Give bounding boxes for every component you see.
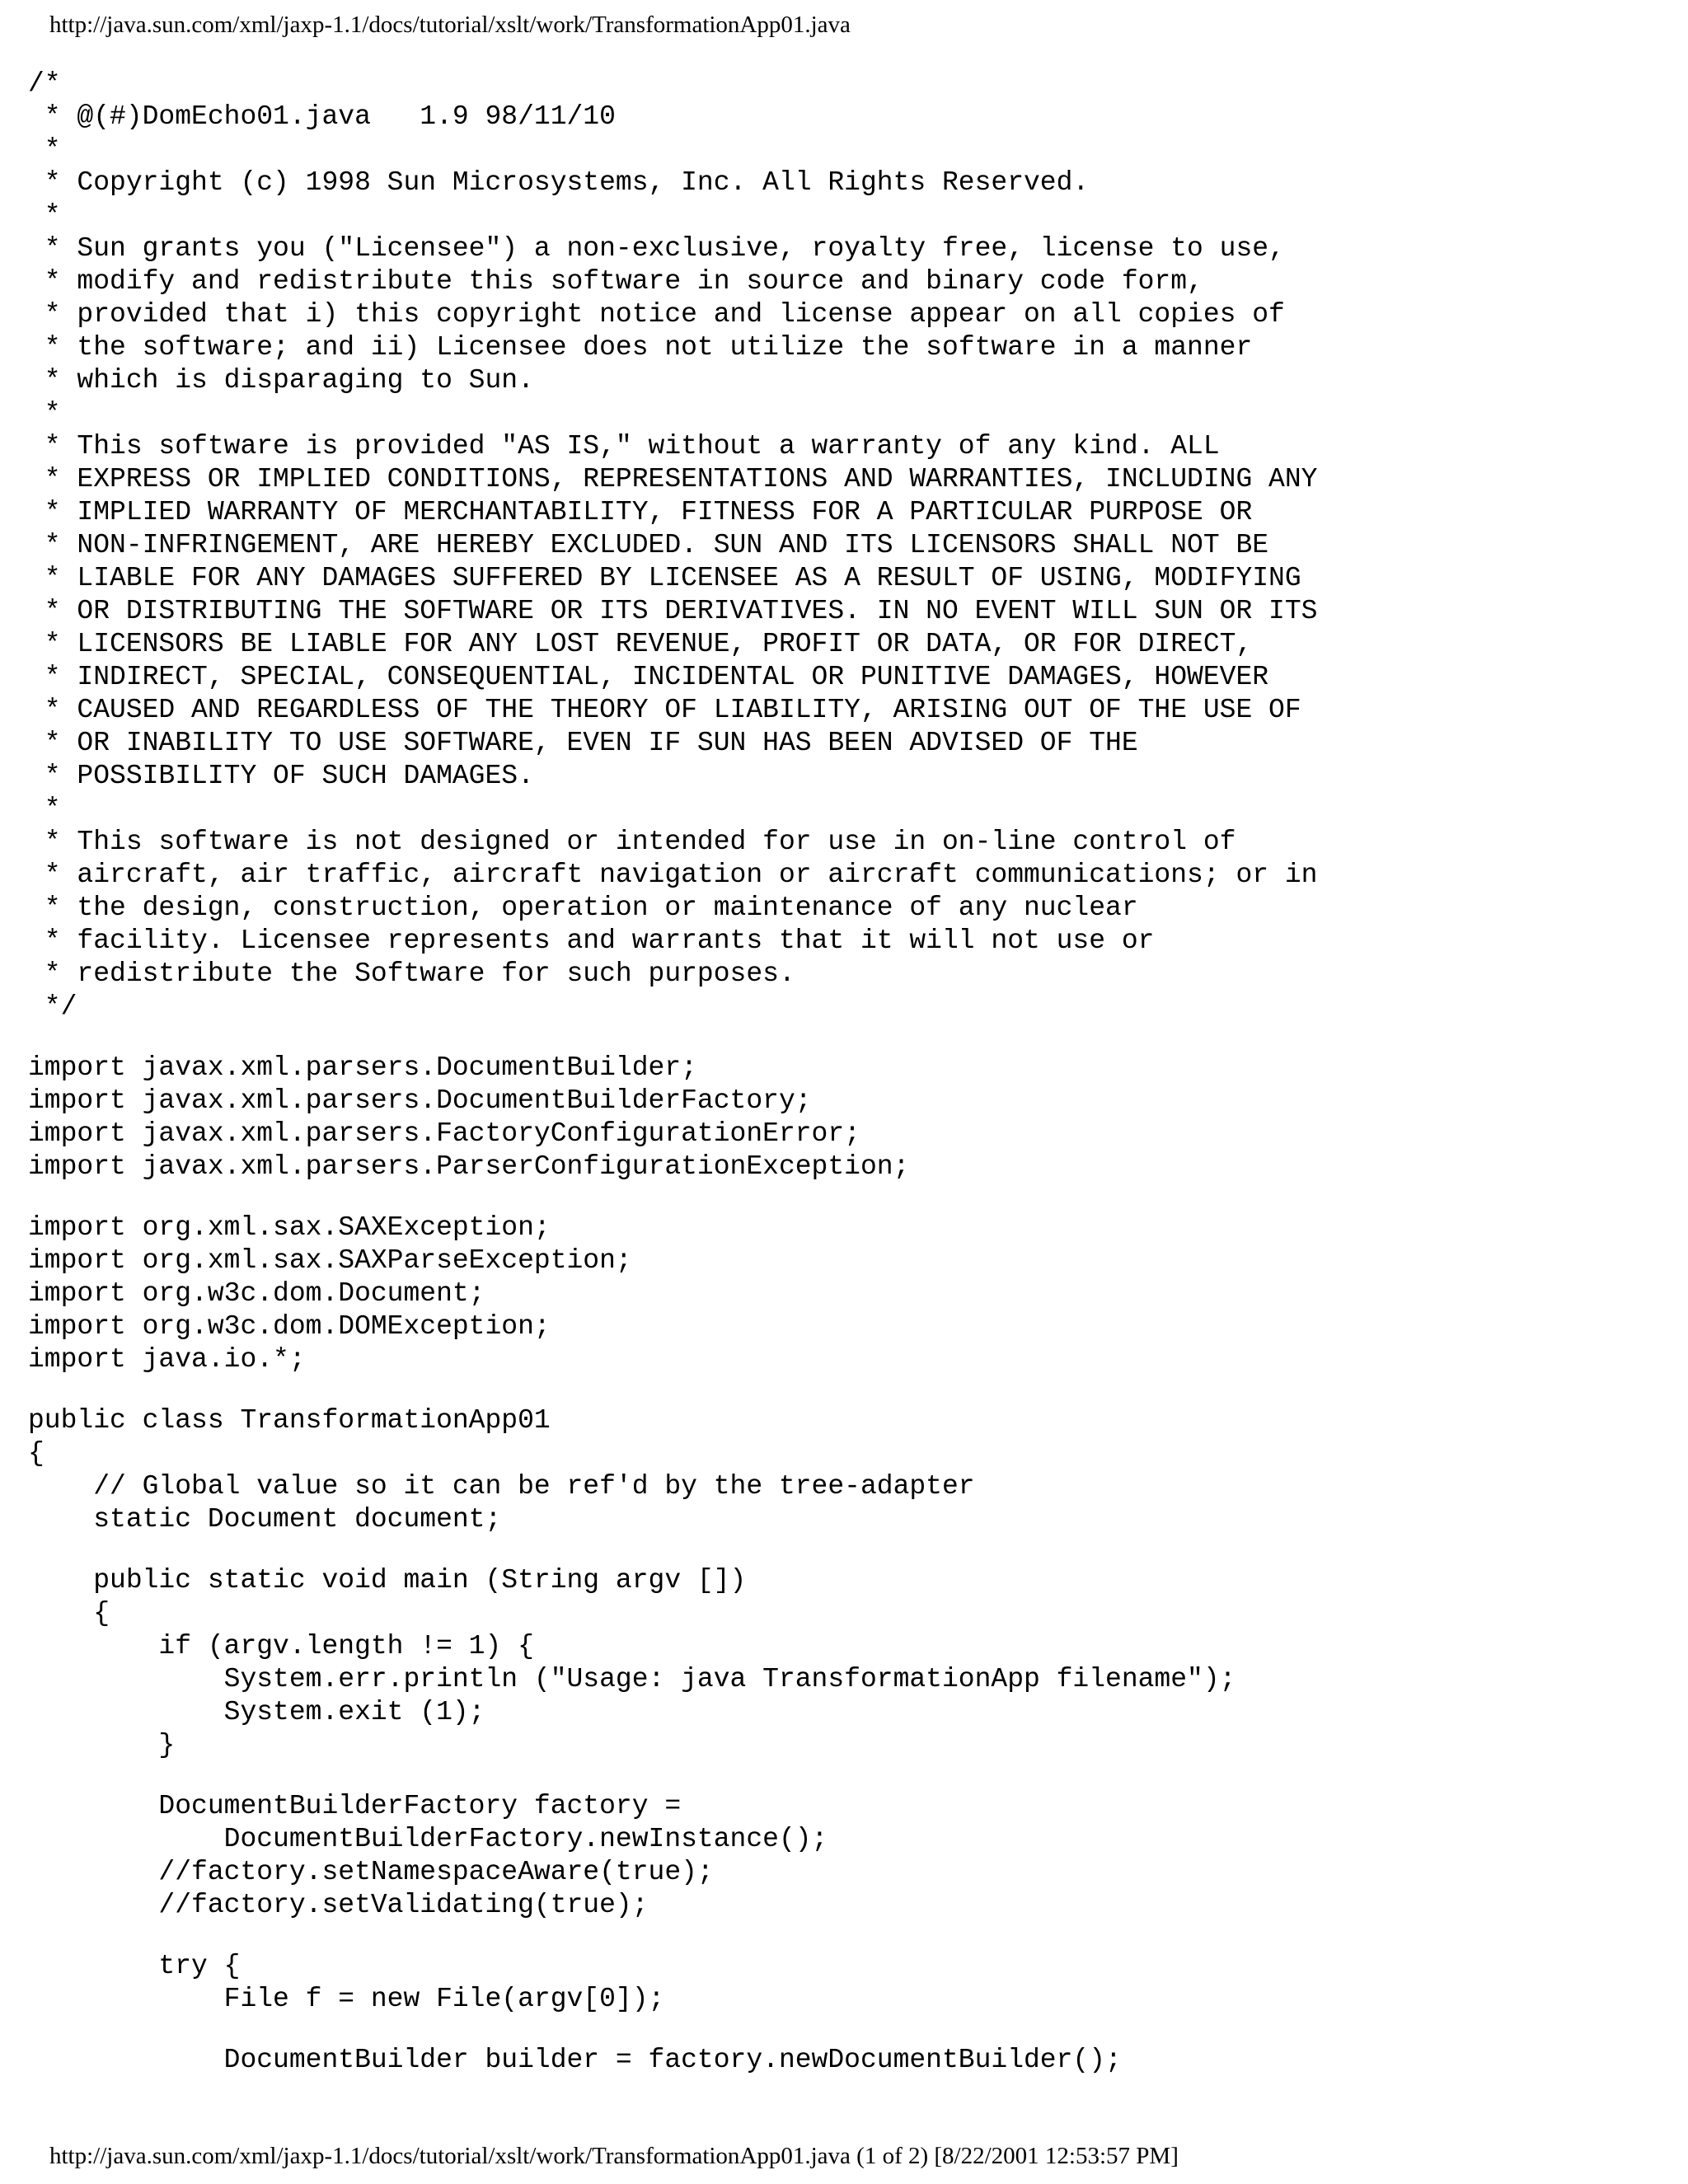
code-line: try { (28, 1951, 241, 1981)
code-line: File f = new File(argv[0]); (28, 1984, 665, 2014)
code-line: * the design, construction, operation or maintenance of any nuclear (28, 893, 1138, 923)
code-line: * which is disparaging to Sun. (28, 365, 534, 396)
code-line: * LICENSORS BE LIABLE FOR ANY LOST REVENUE, PROFIT OR DATA, OR FOR DIRECT, (28, 629, 1253, 659)
code-line: System.exit (1); (28, 1697, 485, 1727)
code-line: * Copyright (c) 1998 Sun Microsystems, Inc. All Rights Reserved. (28, 167, 1090, 198)
code-line: * INDIRECT, SPECIAL, CONSEQUENTIAL, INCIDENTAL OR PUNITIVE DAMAGES, HOWEVER (28, 662, 1269, 692)
code-line: DocumentBuilderFactory factory = (28, 1791, 682, 1821)
code-line: import org.xml.sax.SAXException; (28, 1212, 551, 1243)
code-line: import org.w3c.dom.DOMException; (28, 1311, 551, 1342)
code-line: * LIABLE FOR ANY DAMAGES SUFFERED BY LICENSEE AS A RESULT OF USING, MODIFYING (28, 563, 1301, 593)
code-line: * Sun grants you ("Licensee") a non-exclusive, royalty free, license to use, (28, 233, 1285, 264)
code-line: * redistribute the Software for such purposes. (28, 958, 795, 989)
code-line: * NON-INFRINGEMENT, ARE HEREBY EXCLUDED. SUN AND ITS LICENSORS SHALL NOT BE (28, 530, 1269, 560)
code-line: * (28, 398, 61, 429)
code-blank-line (28, 1762, 1317, 1790)
code-blank-line (28, 1536, 1317, 1564)
code-line: * (28, 200, 61, 231)
code-line: import javax.xml.parsers.DocumentBuilderFactory; (28, 1085, 812, 1116)
print-footer: http://java.sun.com/xml/jaxp-1.1/docs/tutorial/xslt/work/TransformationApp01.java (1 of 2) [8/22/2001 12:53:57 PM] (49, 2143, 1179, 2169)
code-line: * the software; and ii) Licensee does not utilize the software in a manner (28, 332, 1253, 363)
code-line: * OR DISTRIBUTING THE SOFTWARE OR ITS DERIVATIVES. IN NO EVENT WILL SUN OR ITS (28, 596, 1318, 626)
code-line: * aircraft, air traffic, aircraft navigation or aircraft communications; or in (28, 860, 1318, 890)
code-line: //factory.setNamespaceAware(true); (28, 1857, 714, 1887)
code-line: if (argv.length != 1) { (28, 1631, 534, 1661)
code-line: * This software is provided "AS IS," without a warranty of any kind. ALL (28, 431, 1220, 462)
code-line: public static void main (String argv []) (28, 1565, 747, 1596)
code-blank-line (28, 1922, 1317, 1950)
code-line: { (28, 1438, 45, 1469)
code-line: * modify and redistribute this software in source and binary code form, (28, 266, 1203, 297)
code-line: * OR INABILITY TO USE SOFTWARE, EVEN IF SUN HAS BEEN ADVISED OF THE (28, 728, 1138, 758)
code-line: */ (28, 991, 77, 1022)
code-line: * @(#)DomEcho01.java 1.9 98/11/10 (28, 101, 616, 132)
code-line: DocumentBuilderFactory.newInstance(); (28, 1824, 828, 1854)
code-blank-line (28, 1183, 1317, 1212)
code-line: import javax.xml.parsers.DocumentBuilder; (28, 1052, 697, 1083)
code-line: * EXPRESS OR IMPLIED CONDITIONS, REPRESENTATIONS AND WARRANTIES, INCLUDING ANY (28, 464, 1318, 494)
code-line: { (28, 1598, 110, 1629)
code-line: import java.io.*; (28, 1344, 306, 1375)
code-blank-line (28, 1024, 1317, 1052)
code-line: * CAUSED AND REGARDLESS OF THE THEORY OF LIABILITY, ARISING OUT OF THE USE OF (28, 695, 1301, 725)
code-line: * POSSIBILITY OF SUCH DAMAGES. (28, 761, 534, 791)
code-line: } (28, 1730, 176, 1760)
code-line: * IMPLIED WARRANTY OF MERCHANTABILITY, FITNESS FOR A PARTICULAR PURPOSE OR (28, 497, 1253, 527)
code-blank-line (28, 2016, 1317, 2044)
code-line: static Document document; (28, 1504, 502, 1535)
code-line: DocumentBuilder builder = factory.newDocumentBuilder(); (28, 2045, 1122, 2075)
code-line: /* (28, 68, 61, 99)
code-line: // Global value so it can be ref'd by the tree-adapter (28, 1471, 975, 1502)
code-line: import org.w3c.dom.Document; (28, 1278, 485, 1309)
code-line: * facility. Licensee represents and warrants that it will not use or (28, 926, 1155, 956)
print-header-url: http://java.sun.com/xml/jaxp-1.1/docs/tutorial/xslt/work/TransformationApp01.java (49, 12, 851, 38)
code-line: * provided that i) this copyright notice and license appear on all copies of (28, 299, 1285, 330)
code-line: * (28, 134, 61, 165)
code-line: import org.xml.sax.SAXParseException; (28, 1245, 632, 1276)
code-line: public class TransformationApp01 (28, 1405, 551, 1436)
code-line: * (28, 794, 61, 824)
code-line: System.err.println ("Usage: java TransformationApp filename"); (28, 1664, 1236, 1694)
code-line: import javax.xml.parsers.ParserConfigurationException; (28, 1151, 910, 1182)
code-line: import javax.xml.parsers.FactoryConfigurationError; (28, 1118, 860, 1149)
source-code-listing (28, 68, 1317, 2077)
code-blank-line (28, 1376, 1317, 1404)
code-line: * This software is not designed or intended for use in on-line control of (28, 827, 1236, 857)
code-line: //factory.setValidating(true); (28, 1890, 649, 1920)
